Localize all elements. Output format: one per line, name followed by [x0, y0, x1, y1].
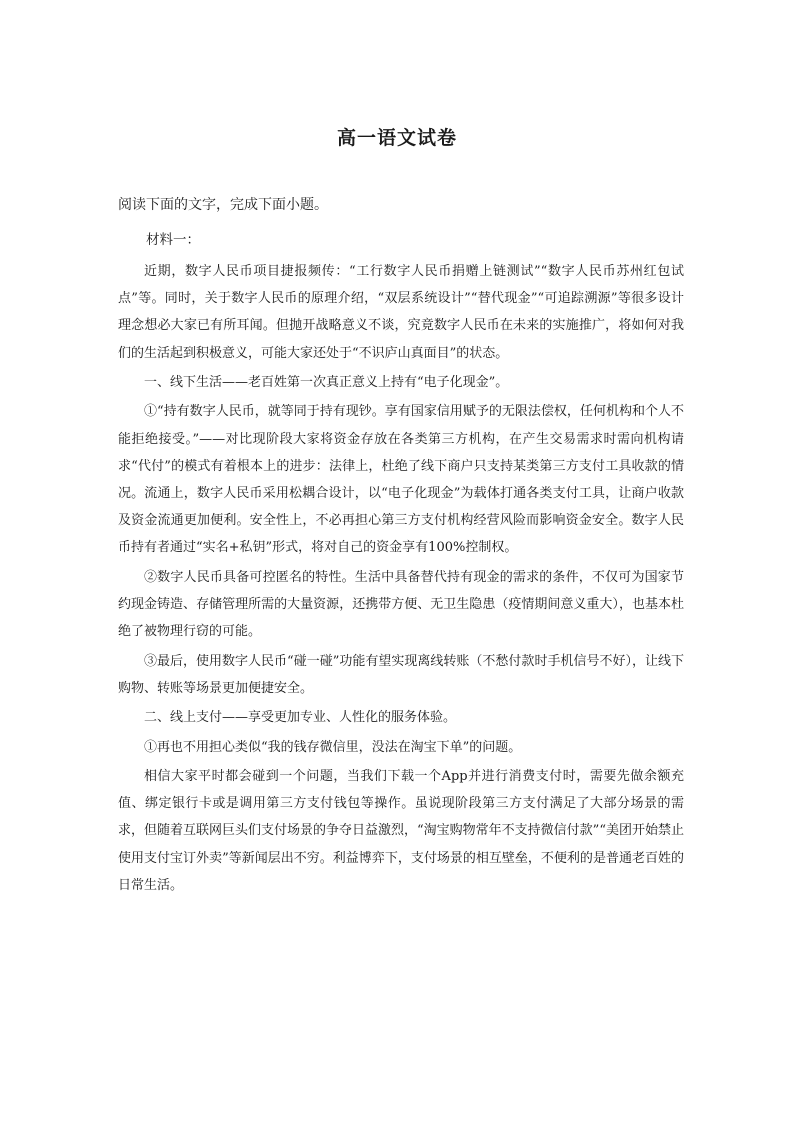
paragraph: ②数字人民币具备可控匿名的特性。生活中具备替代持有现金的需求的条件，不仅可为国家节约现金铸造、存储管理所需的大量资源，还携带方便、无卫生隐患（疫情期间意义重大），也基本杜绝了被物理行窃的可能。	[118, 569, 684, 640]
reading-instruction: 阅读下面的文字，完成下面小题。	[118, 197, 328, 213]
paragraph: 一、线下生活——老百姓第一次真正意义上持有“电子化现金”。	[144, 375, 509, 390]
paragraph: 相信大家平时都会碰到一个问题，当我们下载一个App并进行消费支付时，需要先做余额充值、绑定银行卡或是调用第三方支付钱包等操作。虽说现阶段第三方支付满足了大部分场景的需求，但随着互联网巨头们支付场景的争夺日益激烈，“淘宝购物常年不支持微信付款”“美团开始禁止使用支付宝订外卖”等新闻层出不穷。利益博弈下，支付场景的相互壁垒，不便利的是普通老百姓的日常生活。	[118, 768, 684, 893]
paragraph: ①再也不用担心类似“我的钱存微信里，没法在淘宝下单”的问题。	[144, 739, 522, 755]
paragraph: 近期，数字人民币项目捷报频传：“工行数字人民币捐赠上链测试”“数字人民币苏州红包试点”等。同时，关于数字人民币的原理介绍，“双层系统设计”“替代现金”“可追踪溯源”等很多设计理念想必大家已有所耳闻。但抛开战略意义不谈，究竟数字人民币在未来的实施推广，将如何对我们的生活起到积极意义，可能大家还处于“不识庐山真面目”的状态。	[118, 264, 684, 361]
material-label: 材料一：	[146, 232, 200, 248]
paragraph: ③最后，使用数字人民币“碰一碰”功能有望实现离线转账（不愁付款时手机信号不好），让线下购物、转账等场景更加便捷安全。	[118, 653, 684, 696]
paragraph: 二、线上支付——享受更加专业、人性化的服务体验。	[144, 710, 457, 726]
paragraph: ①“持有数字人民币，就等同于持有现钞。享有国家信用赋予的无限法偿权，任何机构和个人不能拒绝接受。”——对比现阶段大家将资金存放在各类第三方机构，在产生交易需求时需向机构请求“代付”的模式有着根本上的进步：法律上，杜绝了线下商户只支持某类第三方支付工具收款的情况。流通上，数字人民币采用松耦合设计，以“电子化现金”为载体打通各类支付工具，让商户收款及资金流通更加便利。安全性上，不必再担心第三方支付机构经营风险而影响资金安全。数字人民币持有者通过“实名+私钥”形式，将对自己的资金享有100%控制权。	[118, 404, 684, 556]
material-body	[118, 258, 684, 899]
page-title: 高一语文试卷	[336, 127, 457, 149]
